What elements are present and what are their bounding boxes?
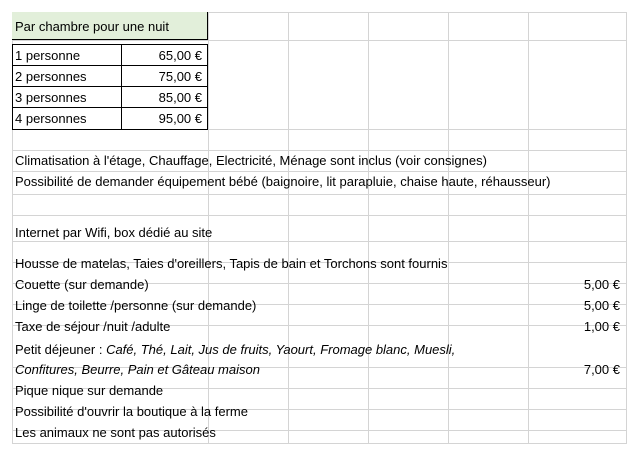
extra-label: Linge de toilette /personne (sur demande) (15, 298, 257, 313)
extra-value: 5,00 € (583, 277, 620, 292)
note-shop: Possibilité d'ouvrir la boutique à la ferme (15, 404, 248, 419)
breakfast-prefix: Petit déjeuner : (15, 342, 107, 357)
price-label: 3 personnes (15, 90, 87, 105)
note-pets: Les animaux ne sont pas autorisés (15, 425, 216, 440)
header-title: Par chambre pour une nuit (15, 19, 169, 34)
breakfast-items-2: Confitures, Beurre, Pain et Gâteau maison (15, 362, 260, 377)
price-value: 85,00 € (158, 90, 202, 105)
note-included: Climatisation à l'étage, Chauffage, Electricité, Ménage sont inclus (voir consignes) (15, 153, 487, 168)
breakfast-line-1 (15, 341, 455, 359)
extra-value: 1,00 € (583, 319, 620, 334)
price-value: 95,00 € (158, 111, 202, 126)
note-baby: Possibilité de demander équipement bébé (baignoire, lit parapluie, chaise haute, réhausseur) (15, 174, 551, 189)
price-label: 4 personnes (15, 111, 87, 126)
breakfast-items-1: Café, Thé, Lait, Jus de fruits, Yaourt, Fromage blanc, Muesli, (106, 342, 456, 357)
extra-label: Couette (sur demande) (15, 277, 149, 292)
note-linen: Housse de matelas, Taies d'oreillers, Tapis de bain et Torchons sont fournis (15, 256, 448, 271)
note-internet: Internet par Wifi, box dédié au site (15, 225, 213, 240)
price-value: 75,00 € (158, 69, 202, 84)
note-picnic: Pique nique sur demande (15, 383, 164, 398)
price-label: 2 personnes (15, 69, 87, 84)
extra-value: 5,00 € (583, 298, 620, 313)
extra-label: Taxe de séjour /nuit /adulte (15, 319, 171, 334)
breakfast-value: 7,00 € (583, 362, 620, 377)
price-value: 65,00 € (158, 48, 202, 63)
price-label: 1 personne (15, 48, 81, 63)
